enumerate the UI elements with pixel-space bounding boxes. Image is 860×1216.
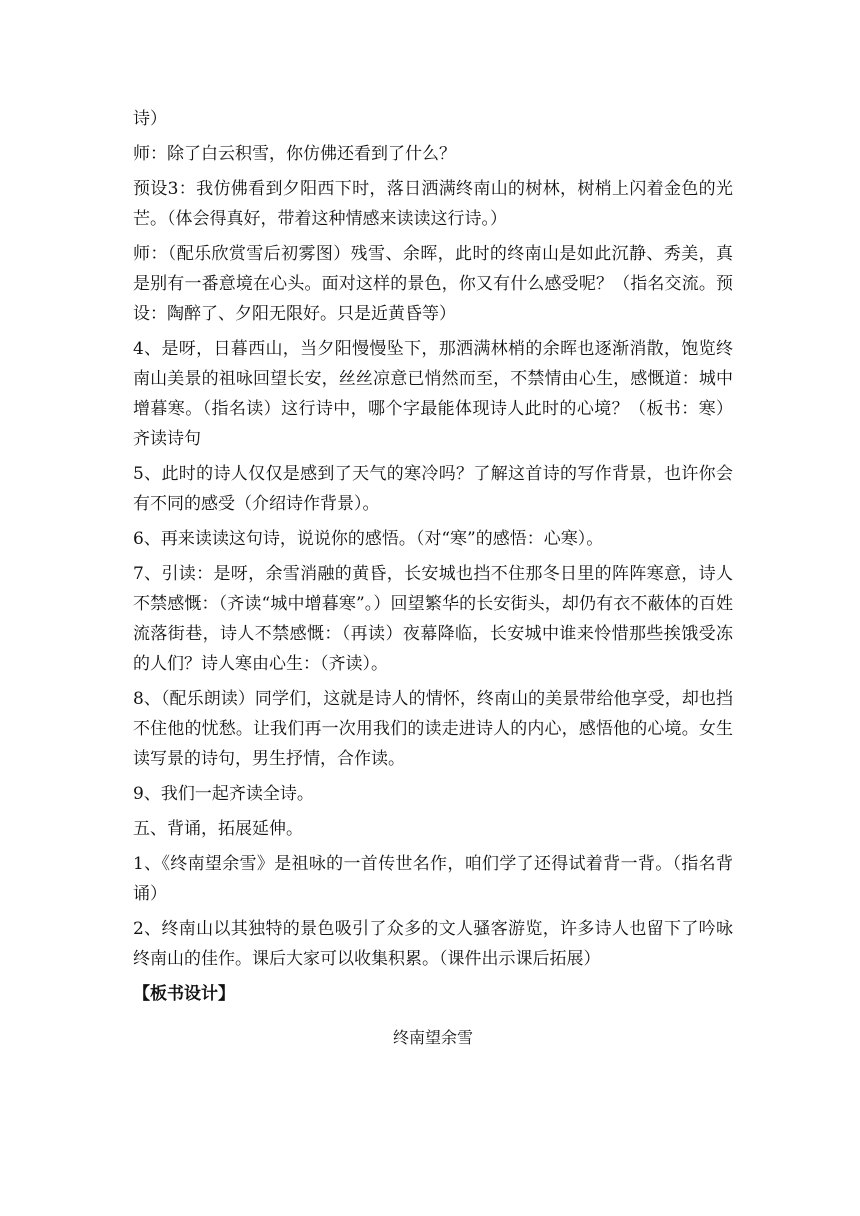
paragraph: 9、我们一起齐读全诗。 [133,784,314,804]
section-title: 五、背诵，拓展延伸。 [133,819,303,839]
board-design-heading: 【板书设计】 [133,984,235,1004]
paragraph: 7、引读：是呀，余雪消融的黄昏，长安城也挡不住那冬日里的阵阵寒意，诗人不禁感慨：（齐读“城中增暮寒”。）回望繁华的长安街头，却仍有衣不蔽体的百姓流落街巷，诗人不禁感慨：（再读）夜幕降临，长安城中谁来怜惜那些挨饿受冻的人们？诗人寒由心生：（齐读）。 [133,564,733,674]
paragraph: 预设3：我仿佛看到夕阳西下时，落日洒满终南山的树林，树梢上闪着金色的光芒。（体会得真好，带着这种情感来读读这行诗。） [133,179,733,229]
paragraph: 1、《终南望余雪》是祖咏的一首传世名作，咱们学了还得试着背一背。（指名背诵） [133,854,733,904]
paragraph: 6、再来读读这句诗，说说你的感悟。（对“寒”的感悟：心寒）。 [133,529,604,549]
paragraph: 5、此时的诗人仅仅是感到了天气的寒冷吗？了解这首诗的写作背景，也许你会有不同的感受（介绍诗作背景）。 [133,464,733,514]
paragraph: 师：（配乐欣赏雪后初雾图）残雪、余晖，此时的终南山是如此沉静、秀美，真是别有一番意境在心头。面对这样的景色，你又有什么感受呢？（指名交流。预设：陶醉了、夕阳无限好。只是近黄昏等） [133,244,733,324]
paragraph: 4、是呀，日暮西山，当夕阳慢慢坠下，那洒满林梢的余晖也逐渐消散，饱览终南山美景的祖咏回望长安，丝丝凉意已悄然而至，不禁情由心生，感慨道：城中增暮寒。（指名读）这行诗中，哪个字最能体现诗人此时的心境？（板书：寒）齐读诗句 [133,339,733,449]
paragraph: 8、（配乐朗读）同学们，这就是诗人的情怀，终南山的美景带给他享受，却也挡不住他的忧愁。让我们再一次用我们的读走进诗人的内心，感悟他的心境。女生读写景的诗句，男生抒情，合作读。 [133,689,733,769]
paragraph: 诗） [133,109,167,129]
board-title: 终南望余雪 [392,1028,473,1047]
paragraph: 师：除了白云积雪，你仿佛还看到了什么？ [133,144,456,164]
paragraph: 2、终南山以其独特的景色吸引了众多的文人骚客游览，许多诗人也留下了吟咏终南山的佳作。课后大家可以收集积累。（课件出示课后拓展） [133,919,733,969]
document-body [133,104,733,1053]
